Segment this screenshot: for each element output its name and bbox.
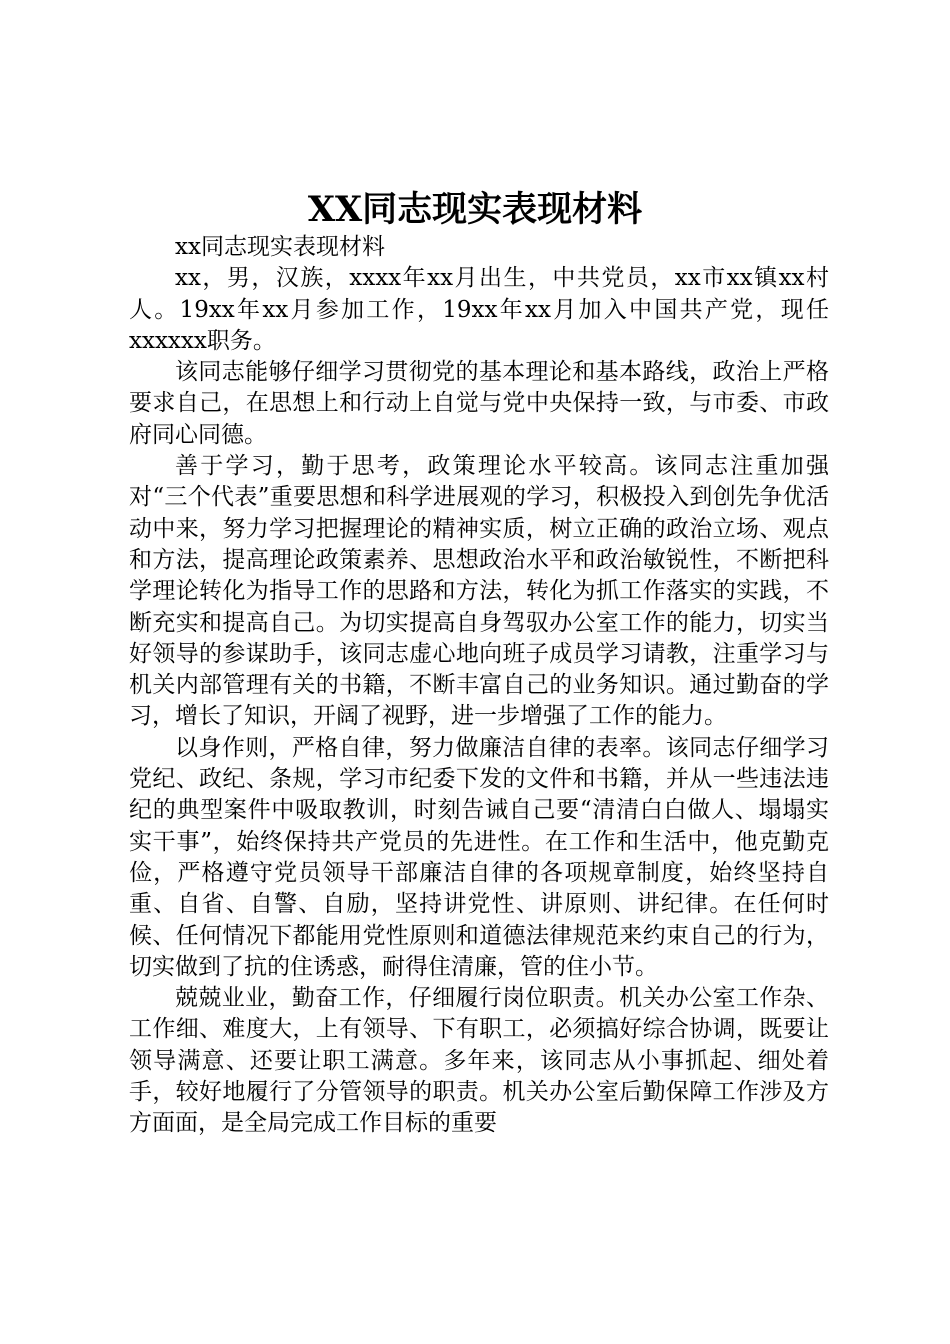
paragraph-political: 该同志能够仔细学习贯彻党的基本理论和基本路线，政治上严格要求自己，在思想上和行动上自觉与党中央保持一致，与市委、市政府同心同德。 [129, 359, 829, 448]
document-title: XX同志现实表现材料 [307, 189, 643, 230]
paragraph-diligence: 兢兢业业，勤奋工作，仔细履行岗位职责。机关办公室工作杂、工作细、难度大，上有领导、下有职工，必须搞好综合协调，既要让领导满意、还要让职工满意。多年来，该同志从小事抓起、细处着手，较好地履行了分管领导的职责。机关办公室后勤保障工作涉及方方面面，是全局完成工作目标的重要 [129, 985, 829, 1137]
paragraph-self-discipline: 以身作则，严格自律，努力做廉洁自律的表率。该同志仔细学习党纪、政纪、条规，学习市纪委下发的文件和书籍，并从一些违法违纪的典型案件中吸取教训，时刻告诫自己要“清清白白做人、塌塌实实干事”，始终保持共产党员的先进性。在工作和生活中，他克勤克俭，严格遵守党员领导干部廉洁自律的各项规章制度，始终坚持自重、自省、自警、自励，坚持讲党性、讲原则、讲纪律。在任何时候、任何情况下都能用党性原则和道德法律规范来约束自己的行为，切实做到了抗的住诱惑，耐得住清廉，管的住小节。 [129, 734, 829, 980]
document-body [129, 232, 829, 1140]
paragraph-personal-info: xx，男，汉族，xxxx年xx月出生，中共党员，xx市xx镇xx村人。19xx年xx月参加工作，19xx年xx月加入中国共产党，现任xxxxxx职务。 [129, 265, 829, 354]
paragraph-subtitle: xx同志现实表现材料 [175, 234, 385, 260]
paragraph-study: 善于学习，勤于思考，政策理论水平较高。该同志注重加强对“三个代表”重要思想和科学进展观的学习，积极投入到创先争优活动中来，努力学习把握理论的精神实质，树立正确的政治立场、观点和方法，提高理论政策素养、思想政治水平和政治敏锐性，不断把科学理论转化为指导工作的思路和方法，转化为抓工作落实的实践，不断充实和提高自己。为切实提高自身驾驭办公室工作的能力，切实当好领导的参谋助手，该同志虚心地向班子成员学习请教，注重学习与机关内部管理有关的书籍，不断丰富自己的业务知识。通过勤奋的学习，增长了知识，开阔了视野，进一步增强了工作的能力。 [129, 453, 829, 730]
